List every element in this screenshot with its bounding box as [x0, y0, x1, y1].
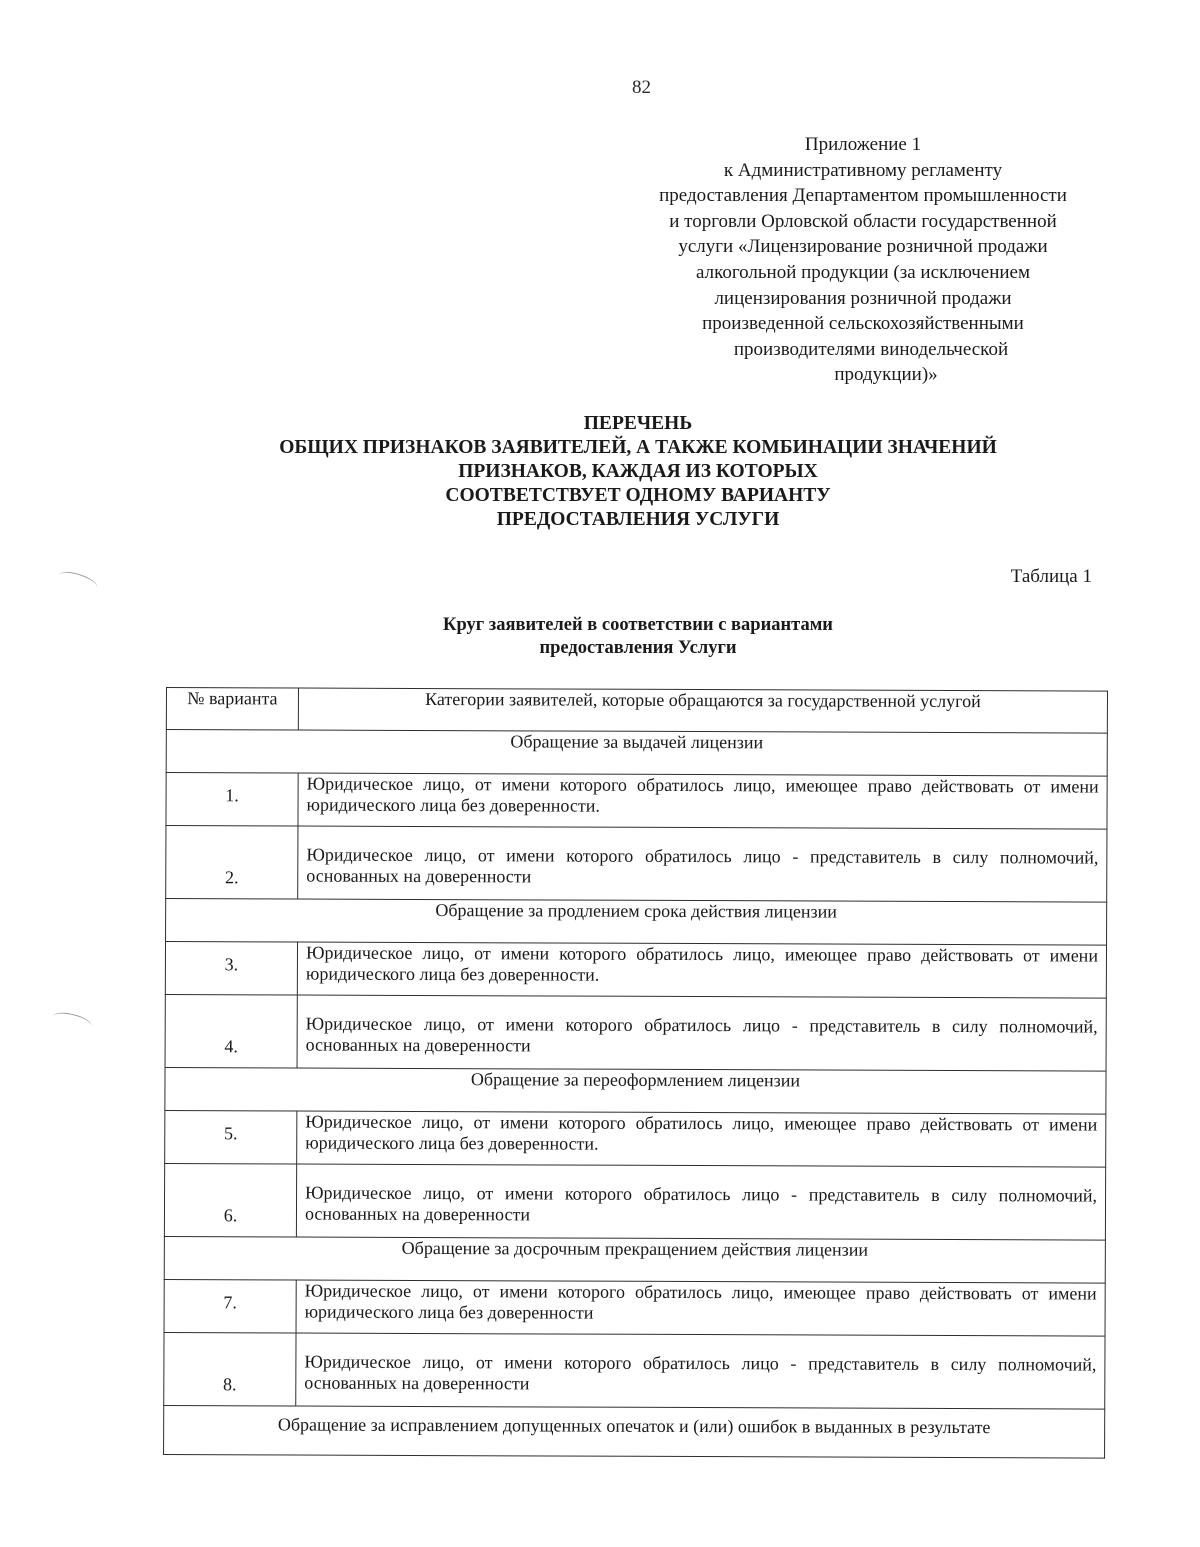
annex-line: к Административному регламенту [723, 159, 1003, 181]
section-row [166, 730, 1107, 777]
heading-line: ПРИЗНАКОВ, КАЖДАЯ ИЗ КОТОРЫХ [458, 461, 818, 482]
annex-line: услуги «Лицензирование розничной продажи [678, 236, 1048, 258]
variant-description: Юридическое лицо, от имени которого обратилось лицо - представитель в силу полномочий, основанных на доверенности [296, 1333, 1105, 1409]
variant-number: 3. [165, 942, 297, 996]
annex-reference [616, 132, 1110, 388]
section-title: Обращение за продлением срока действия лицензии [166, 899, 1107, 946]
header-variant-number: № варианта [166, 688, 298, 731]
variant-number: 4. [165, 994, 297, 1068]
variant-description: Юридическое лицо, от имени которого обратилось лицо, имеющее право действовать от имени юридического лица без доверенности. [297, 1111, 1106, 1167]
variant-number: 7. [164, 1279, 296, 1333]
table-row [166, 826, 1107, 903]
page-number: 82 [632, 77, 651, 98]
variant-number: 5. [165, 1110, 297, 1164]
caption-line: предоставления Услуги [539, 638, 737, 658]
heading-line: СООТВЕТСТВУЕТ ОДНОМУ ВАРИАНТУ [445, 485, 831, 506]
section-row [164, 1236, 1105, 1283]
annex-line: лицензирования розничной продажи [714, 287, 1012, 309]
section-row [164, 1405, 1105, 1458]
table-row [164, 1332, 1105, 1409]
section-title: Обращение за досрочным прекращением действия лицензии [164, 1236, 1105, 1283]
variant-number: 2. [166, 826, 298, 900]
variant-description: Юридическое лицо, от имени которого обратилось лицо - представитель в силу полномочий, основанных на доверенности [297, 995, 1106, 1071]
variant-number: 8. [164, 1332, 296, 1406]
heading-line: ПЕРЕЧЕНЬ [583, 413, 693, 434]
table-row [165, 1110, 1106, 1167]
table-row [165, 994, 1106, 1071]
annex-line: производителями винодельческой [733, 338, 1009, 360]
caption-line: Круг заявителей в соответствии с вариантами [443, 615, 833, 635]
heading-line: ПРЕДОСТАВЛЕНИЯ УСЛУГИ [496, 509, 780, 530]
annex-line: продукции)» [834, 364, 938, 386]
table-caption [0, 614, 1200, 660]
document-heading [0, 412, 1200, 532]
annex-line: предоставления Департаментом промышленности [659, 185, 1067, 207]
header-applicant-category: Категории заявителей, которые обращаются за государственной услугой [298, 688, 1107, 733]
variant-number: 1. [166, 773, 298, 827]
annex-line: алкогольной продукции (за исключением [695, 261, 1030, 283]
variant-description: Юридическое лицо, от имени которого обратилось лицо - представитель в силу полномочий, основанных на доверенности [296, 1164, 1105, 1240]
variant-description: Юридическое лицо, от имени которого обратилось лицо, имеющее право действовать от имени юридического лица без доверенности. [298, 773, 1107, 829]
table-row [166, 773, 1107, 830]
table-header-row [166, 688, 1107, 734]
variant-number: 6. [164, 1163, 296, 1237]
section-title: Обращение за выдачей лицензии [166, 730, 1107, 777]
variant-description: Юридическое лицо, от имени которого обратилось лицо, имеющее право действовать от имени юридического лица без доверенности. [297, 942, 1106, 998]
scan-mark [57, 568, 100, 595]
table-row [164, 1163, 1105, 1240]
section-row [165, 1067, 1106, 1114]
variant-description: Юридическое лицо, от имени которого обратилось лицо - представитель в силу полномочий, основанных на доверенности [298, 826, 1107, 902]
table-label: Таблица 1 [1010, 566, 1092, 587]
table-row [164, 1279, 1105, 1336]
section-row [166, 899, 1107, 946]
annex-line: Приложение 1 [804, 134, 922, 155]
annex-line: и торговли Орловской области государственной [669, 210, 1057, 232]
variant-description: Юридическое лицо, от имени которого обратилось лицо, имеющее право действовать от имени юридического лица без доверенности [296, 1280, 1105, 1336]
table-row [165, 942, 1106, 999]
section-title: Обращение за исправлением допущенных опечаток и (или) ошибок в выданных в результате [164, 1405, 1105, 1458]
applicants-table [163, 687, 1108, 1459]
scan-mark [51, 1009, 93, 1033]
heading-line: ОБЩИХ ПРИЗНАКОВ ЗАЯВИТЕЛЕЙ, А ТАКЖЕ КОМБИНАЦИИ ЗНАЧЕНИЙ [279, 437, 997, 458]
annex-line: произведенной сельскохозяйственными [702, 313, 1024, 335]
section-title: Обращение за переоформлением лицензии [165, 1067, 1106, 1114]
